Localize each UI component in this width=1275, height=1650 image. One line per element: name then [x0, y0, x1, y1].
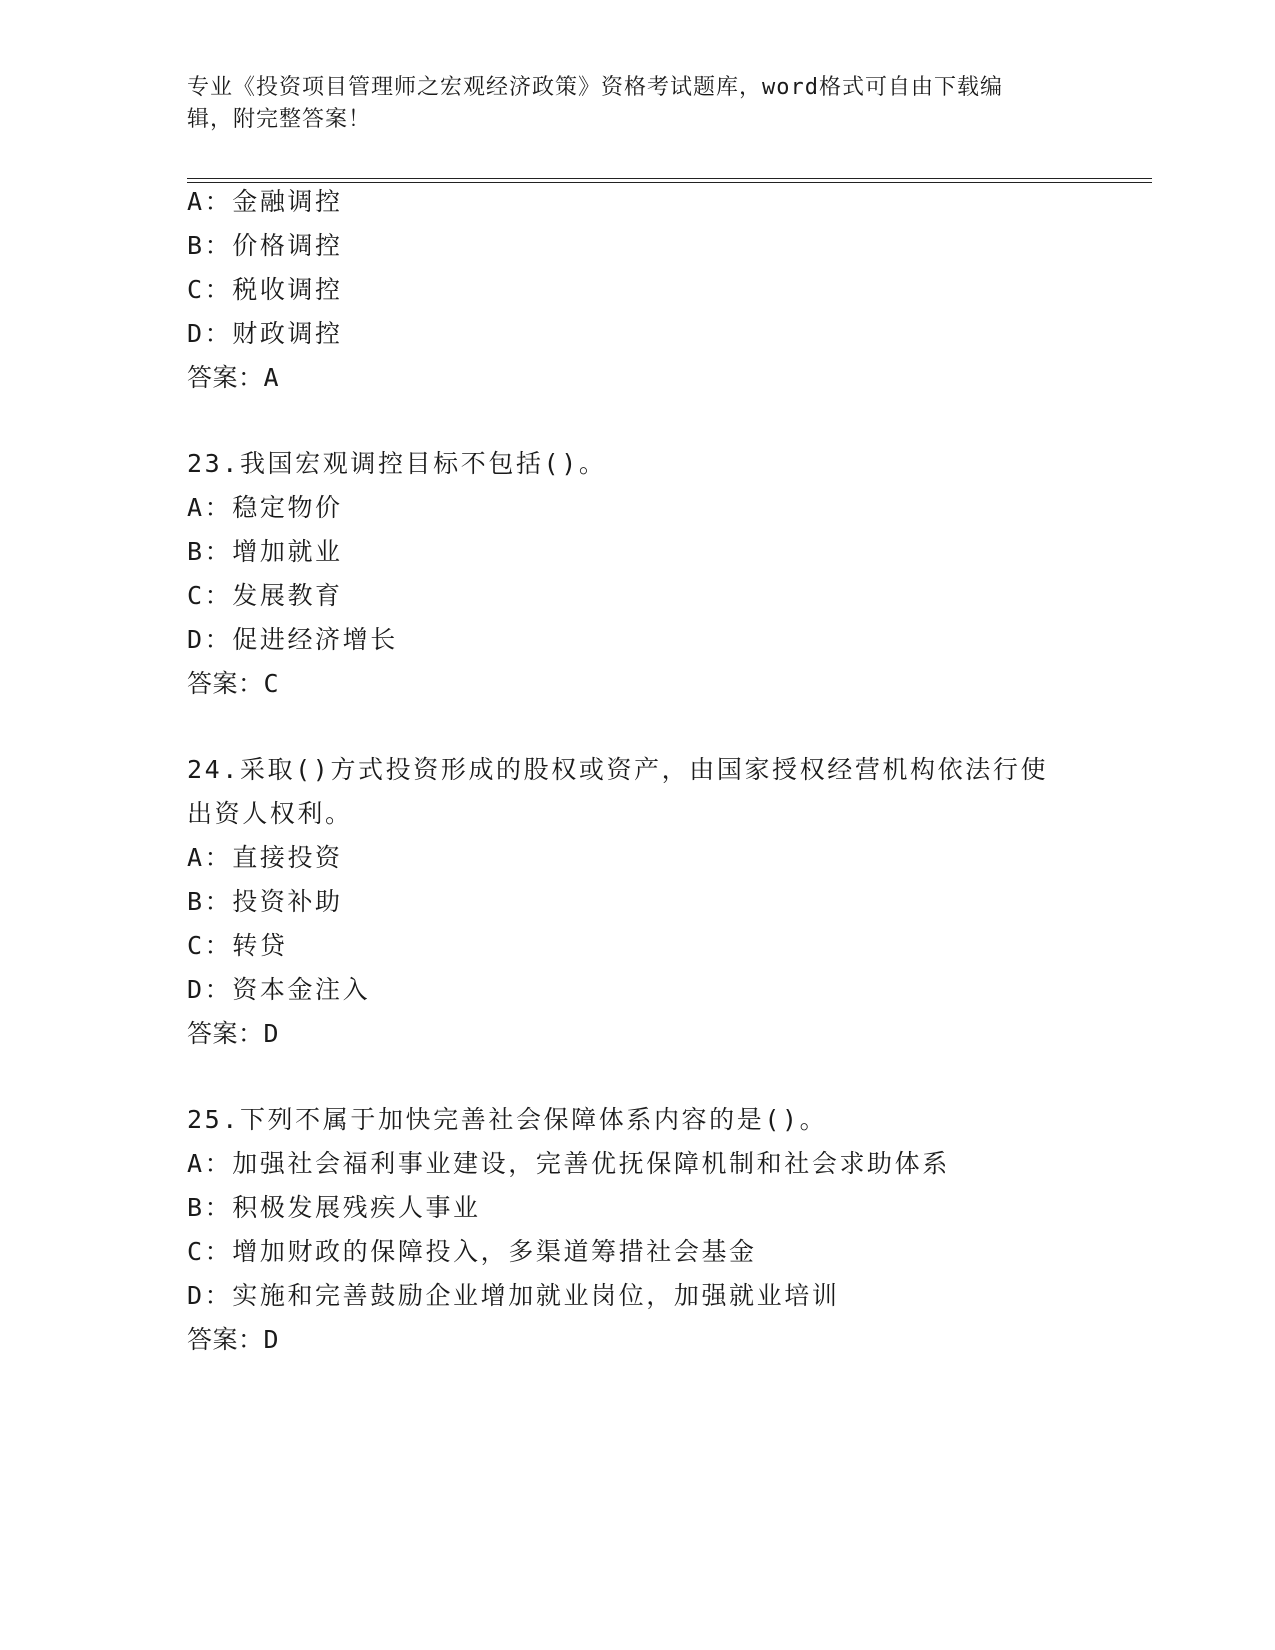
answer-line [187, 1324, 279, 1356]
option-c: C：增加财政的保障投入，多渠道筹措社会基金 [187, 1237, 757, 1266]
answer-value: A [263, 363, 280, 392]
header-line-1: 专业《投资项目管理师之宏观经济政策》资格考试题库，word格式可自由下载编 [187, 75, 1003, 100]
answer-label: 答案： [187, 1325, 264, 1354]
option-d: D：资本金注入 [187, 975, 371, 1004]
answer-line [187, 1018, 279, 1050]
header-divider-bottom [187, 182, 1152, 183]
option-c: C：转贷 [187, 931, 288, 960]
answer-value: D [263, 1325, 280, 1354]
question-text: 25.下列不属于加快完善社会保障体系内容的是()。 [187, 1105, 828, 1134]
option-b: B：价格调控 [187, 231, 343, 260]
option-a: A：加强社会福利事业建设，完善优抚保障机制和社会求助体系 [187, 1149, 950, 1178]
option-d: D：实施和完善鼓励企业增加就业岗位，加强就业培训 [187, 1281, 840, 1310]
option-b: B：积极发展残疾人事业 [187, 1193, 481, 1222]
question-text: 23.我国宏观调控目标不包括()。 [187, 449, 607, 478]
option-c: C：发展教育 [187, 581, 343, 610]
header-divider-top [187, 178, 1152, 179]
answer-label: 答案： [187, 1019, 264, 1048]
question-text-continued: 出资人权利。 [187, 799, 353, 828]
option-b: B：增加就业 [187, 537, 343, 566]
option-d: D：财政调控 [187, 319, 343, 348]
option-c: C：税收调控 [187, 275, 343, 304]
document-header [187, 72, 1067, 136]
answer-value: C [263, 669, 280, 698]
answer-label: 答案： [187, 363, 264, 392]
answer-value: D [263, 1019, 280, 1048]
answer-line [187, 362, 279, 394]
option-b: B：投资补助 [187, 887, 343, 916]
option-a: A：稳定物价 [187, 493, 343, 522]
question-text: 24.采取()方式投资形成的股权或资产，由国家授权经营机构依法行使 [187, 755, 1049, 784]
option-d: D：促进经济增长 [187, 625, 398, 654]
answer-line [187, 668, 279, 700]
option-a: A：金融调控 [187, 187, 343, 216]
header-line-2: 辑，附完整答案！ [187, 107, 372, 132]
answer-label: 答案： [187, 669, 264, 698]
option-a: A：直接投资 [187, 843, 343, 872]
